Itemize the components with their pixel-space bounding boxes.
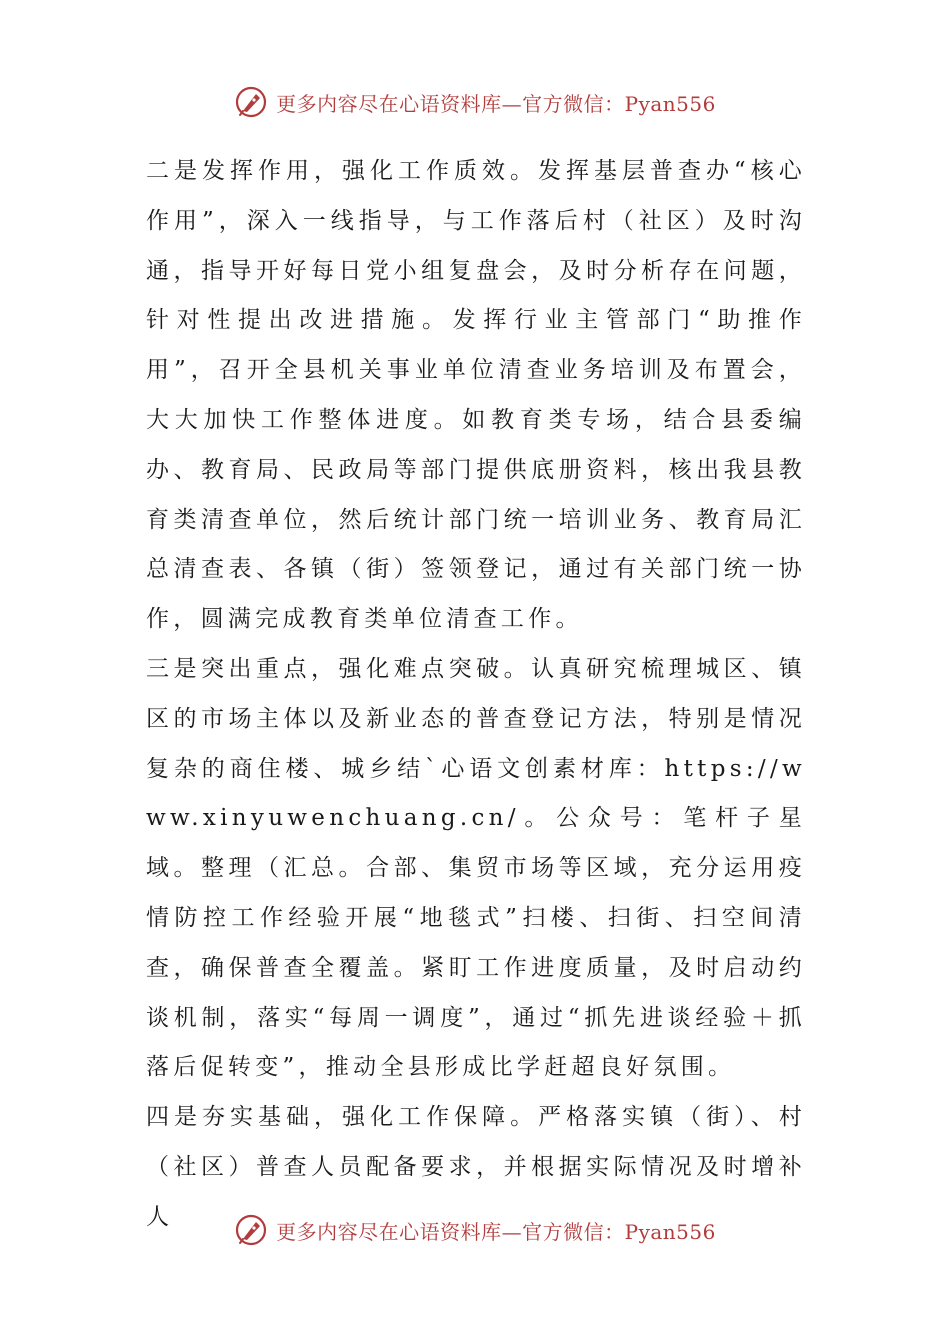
paragraph: 三是突出重点，强化难点突破。认真研究梳理城区、镇区的市场主体以及新业态的普查登记方法，特别是情况复杂的商住楼、城乡结`心语文创素材库：https://www.xinyuwenchuang.cn/。公众号：笔杆子星域。整理（汇总。合部、集贸市场等区域，充分运用疫情防控工作经验开展“地毯式”扫楼、扫街、扫空间清查，确保普查全覆盖。紧盯工作进度质量，及时启动约谈机制，落实“每周一调度”，通过“抓先进谈经验＋抓落后促转变”，推动全县形成比学赶超良好氛围。 — [146, 655, 806, 1081]
document-body — [146, 147, 806, 1243]
header-banner — [0, 82, 950, 122]
pen-nib-icon — [234, 1213, 268, 1247]
paragraph: 二是发挥作用，强化工作质效。发挥基层普查办“核心作用”，深入一线指导，与工作落后村（社区）及时沟通，指导开好每日党小组复盘会，及时分析存在问题，针对性提出改进措施。发挥行业主管部门“助推作用”，召开全县机关事业单位清查业务培训及布置会，大大加快工作整体进度。如教育类专场，结合县委编办、教育局、民政局等部门提供底册资料，核出我县教育类清查单位，然后统计部门统一培训业务、教育局汇总清查表、各镇（街）签领登记，通过有关部门统一协作，圆满完成教育类单位清查工作。 — [146, 158, 806, 633]
header-banner-text: 更多内容尽在心语资料库—官方微信：Pyan556 — [276, 91, 716, 116]
footer-banner-text: 更多内容尽在心语资料库—官方微信：Pyan556 — [276, 1219, 716, 1244]
footer-banner — [0, 1210, 950, 1250]
pen-nib-icon — [234, 85, 268, 119]
paragraph: 四是夯实基础，强化工作保障。严格落实镇（街）、村（社区）普查人员配备要求，并根据实际情况及时增补人 — [146, 1104, 806, 1230]
